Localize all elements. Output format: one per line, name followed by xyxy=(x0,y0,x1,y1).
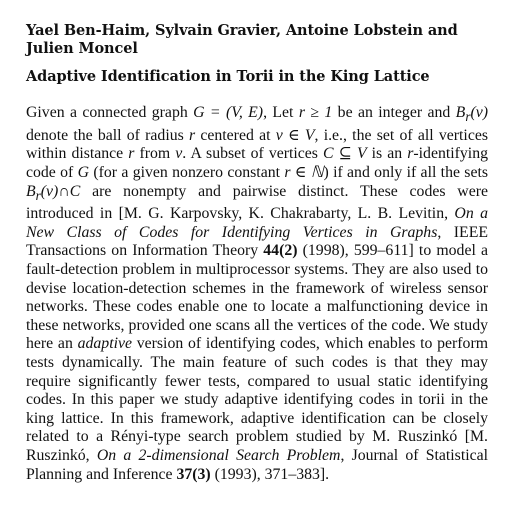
reference-title: On a New Class of Codes for Identifying Vertices in Graphs xyxy=(26,205,488,241)
abstract-text: is an xyxy=(366,145,408,163)
math-subscript: r xyxy=(35,187,41,203)
abstract-text: -identifying code of xyxy=(26,145,488,181)
abstract-text: , i.e., the set of all vertices within distance xyxy=(26,126,488,163)
math-g: G xyxy=(77,163,90,181)
math-subset: C ⊆ V xyxy=(323,145,367,163)
math-ball: B xyxy=(26,182,36,200)
paper-page xyxy=(26,22,488,484)
math-r: r xyxy=(407,145,414,163)
math-intersection: (v)∩C xyxy=(40,182,81,200)
abstract-text: , Let xyxy=(263,104,299,121)
reference-volume: 37(3) xyxy=(176,465,211,483)
math-r-natural: r ∈ ℕ xyxy=(284,163,324,181)
math-r: r xyxy=(188,126,196,144)
abstract-text: Given a connected graph xyxy=(26,104,194,121)
abstract-text: ) if and only if all the sets xyxy=(323,163,488,181)
abstract-paragraph xyxy=(26,104,488,484)
abstract-text: , Journal of Statistical Planning and Inference xyxy=(26,447,489,483)
reference-volume: 44(2) xyxy=(263,242,298,260)
abstract-text: be an integer and xyxy=(332,104,456,121)
math-vertex: v ∈ V xyxy=(275,126,315,144)
abstract-text: centered at xyxy=(195,126,276,144)
math-subscript: r xyxy=(465,109,471,125)
math-graph: G = (V, E) xyxy=(193,104,264,121)
abstract-text: version of identifying codes, which enables to perform tests dynamically. The main feature of such codes is that they may require significantly fewer tests, compared to usual static identifying codes. In this paper we study adaptive identifying codes in torii in the king lattice. In this framework, adaptive identification can be closely related to a Rényi-type search problem studied by M. Ruszinkó [M. Ruszinkó, xyxy=(26,335,488,464)
abstract-text: (for a given nonzero constant xyxy=(89,163,285,181)
math-r: r xyxy=(128,145,135,163)
abstract-text: are nonempty and pairwise distinct. These codes were introduced in [M. G. Karpovsky, K. Chakrabarty, L. B. Levitin, xyxy=(26,182,488,223)
paper-title: Adaptive Identification in Torii in the King Lattice xyxy=(26,68,430,85)
abstract-text: , IEEE Transactions on Information Theory xyxy=(26,223,488,260)
reference-title: On a 2-dimensional Search Problem xyxy=(96,447,341,464)
math-radius-condition: r ≥ 1 xyxy=(298,104,333,121)
abstract-text: (1998), 599–611] to model a fault-detection problem in multiprocessor systems. They are also used to devise location-detection schemes in the framework of wireless sensor networks. These codes enable one to locate a malfunctioning device in these networks, provided one scans all the vertices of the code. We study here an xyxy=(26,242,488,353)
abstract-text: . A subset of vertices xyxy=(182,145,324,163)
author-list: Yael Ben-Haim, Sylvain Gravier, Antoine Lobstein and Julien Moncel xyxy=(26,22,458,57)
math-ball: B xyxy=(455,104,466,121)
abstract-text: from xyxy=(134,145,176,163)
abstract-text: (1993), 371–383]. xyxy=(210,465,330,483)
math-v: v xyxy=(175,145,183,163)
emphasis-adaptive: adaptive xyxy=(77,335,132,353)
abstract-text: denote the ball of radius xyxy=(26,126,189,144)
math-ball-arg: (v) xyxy=(470,104,488,121)
